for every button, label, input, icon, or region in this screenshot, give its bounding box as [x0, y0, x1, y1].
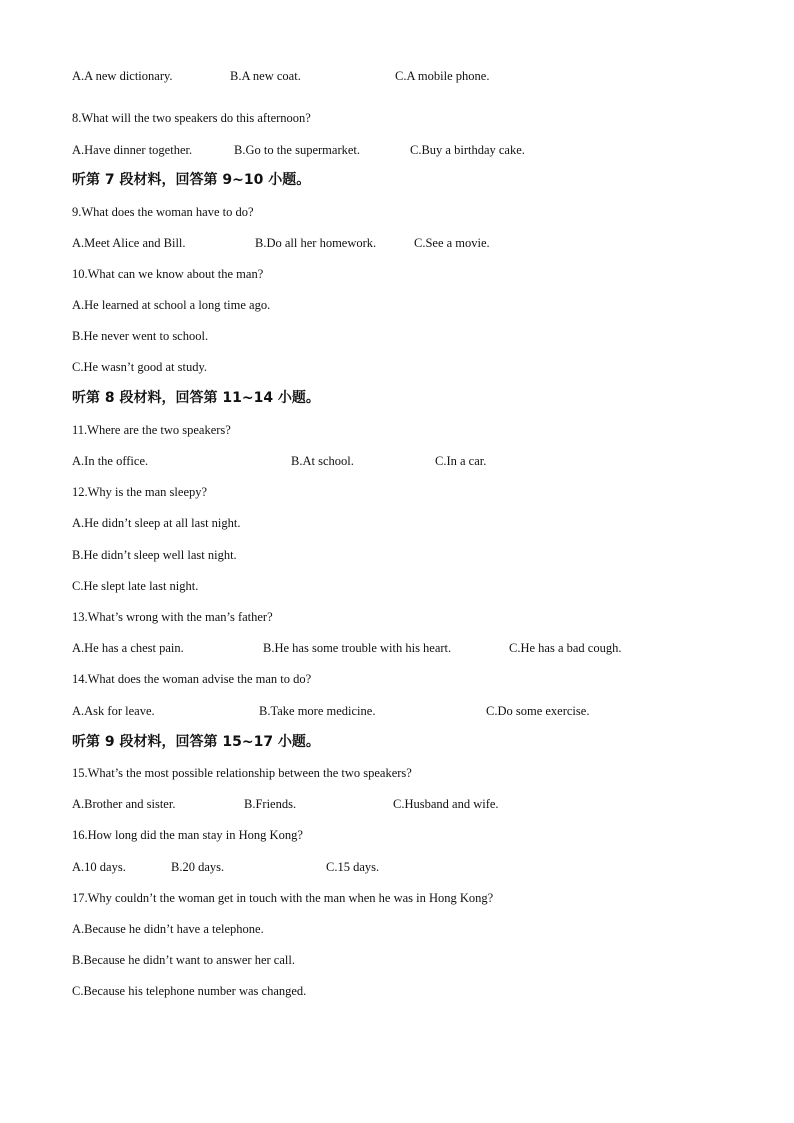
q9-option-b: B.Do all her homework. — [255, 236, 377, 250]
q13-option-b: B.He has some trouble with his heart. — [263, 641, 452, 655]
q12-option-a: A.He didn’t sleep at all last night. — [72, 516, 241, 530]
q14-option-a: A.Ask for leave. — [72, 704, 155, 718]
q15-question: 15.What’s the most possible relationship between the two speakers? — [72, 766, 412, 780]
q17-question: 17.Why couldn’t the woman get in touch with the man when he was in Hong Kong? — [72, 891, 494, 905]
q9-option-a: A.Meet Alice and Bill. — [72, 236, 186, 250]
q10-option-a: A.He learned at school a long time ago. — [72, 298, 271, 312]
q9-option-c: C.See a movie. — [414, 236, 490, 250]
q11-option-b: B.At school. — [291, 454, 354, 468]
q7-option-b: B.A new coat. — [230, 69, 301, 83]
q13-question: 13.What’s wrong with the man’s father? — [72, 610, 273, 624]
q10-option-b: B.He never went to school. — [72, 329, 209, 343]
q10-option-c: C.He wasn’t good at study. — [72, 360, 208, 374]
section-heading-8: 听第 8 段材料，回答第 11~14 小题。 — [72, 390, 320, 406]
q14-question: 14.What does the woman advise the man to do? — [72, 672, 312, 686]
q10-question: 10.What can we know about the man? — [72, 267, 264, 281]
q11-question: 11.Where are the two speakers? — [72, 423, 231, 437]
q12-option-b: B.He didn’t sleep well last night. — [72, 548, 237, 562]
q8-option-a: A.Have dinner together. — [72, 143, 193, 157]
q17-option-a: A.Because he didn’t have a telephone. — [72, 922, 264, 936]
q16-option-c: C.15 days. — [326, 860, 380, 874]
q7-option-c: C.A mobile phone. — [395, 69, 490, 83]
q8-option-c: C.Buy a birthday cake. — [410, 143, 525, 157]
q14-option-b: B.Take more medicine. — [259, 704, 376, 718]
q17-option-b: B.Because he didn’t want to answer her call. — [72, 953, 295, 967]
q13-option-c: C.He has a bad cough. — [509, 641, 622, 655]
q16-option-b: B.20 days. — [171, 860, 225, 874]
section-heading-7: 听第 7 段材料，回答第 9~10 小题。 — [72, 172, 311, 188]
q16-option-a: A.10 days. — [72, 860, 126, 874]
q11-option-c: C.In a car. — [435, 454, 487, 468]
q15-option-b: B.Friends. — [244, 797, 297, 811]
q12-option-c: C.He slept late last night. — [72, 579, 199, 593]
q11-option-a: A.In the office. — [72, 454, 149, 468]
section-heading-9: 听第 9 段材料，回答第 15~17 小题。 — [72, 734, 320, 750]
q7-option-a: A.A new dictionary. — [72, 69, 173, 83]
q14-option-c: C.Do some exercise. — [486, 704, 590, 718]
q13-option-a: A.He has a chest pain. — [72, 641, 184, 655]
q8-question: 8.What will the two speakers do this afternoon? — [72, 111, 311, 125]
q9-question: 9.What does the woman have to do? — [72, 205, 254, 219]
q15-option-c: C.Husband and wife. — [393, 797, 499, 811]
q17-option-c: C.Because his telephone number was changed. — [72, 984, 307, 998]
q15-option-a: A.Brother and sister. — [72, 797, 176, 811]
q16-question: 16.How long did the man stay in Hong Kong? — [72, 828, 303, 842]
q8-option-b: B.Go to the supermarket. — [234, 143, 361, 157]
q12-question: 12.Why is the man sleepy? — [72, 485, 208, 499]
